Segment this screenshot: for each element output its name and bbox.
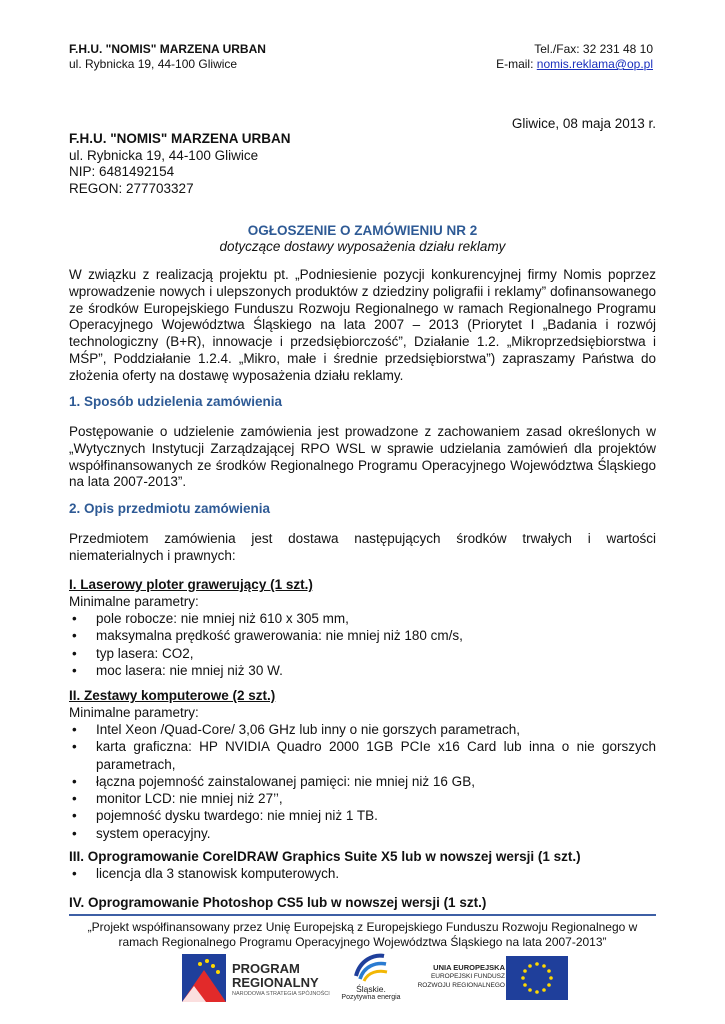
- announcement-subtitle: dotyczące dostawy wyposażenia działu reklamy: [219, 239, 506, 254]
- item-3-bullet-list: [69, 865, 656, 882]
- eu-line3: ROZWOJU REGIONALNEGO: [417, 982, 505, 989]
- letterhead-address: ul. Rybnicka 19, 44-100 Gliwice: [69, 57, 238, 71]
- list-item: • typ lasera: CO2,: [69, 645, 656, 662]
- eu-line1: UNIA EUROPEJSKA: [433, 963, 505, 972]
- letter-date: Gliwice, 08 maja 2013 r.: [511, 116, 656, 131]
- program-regionalny-emblem-icon: [180, 952, 228, 1004]
- letterhead-left: [69, 42, 266, 72]
- list-item: • licencja dla 3 stanowisk komputerowych.: [69, 865, 656, 882]
- program-logo-line3: NARODOWA STRATEGIA SPÓJNOŚCI: [232, 991, 330, 997]
- sender-nip: NIP: 6481492154: [69, 164, 175, 179]
- list-item: • maksymalna prędkość grawerowania: nie mniej niż 180 cm/s,: [69, 627, 656, 644]
- section-2-text: Przedmiotem zamówienia jest dostawa następujących środków trwałych i wartości niematerialnych i prawnych:: [69, 531, 656, 563]
- item-4-heading: IV. Oprogramowanie Photoshop CS5 lub w nowszej wersji (1 szt.): [69, 895, 487, 910]
- slaskie-line1: Śląskie.: [356, 984, 386, 994]
- section-1-text: Postępowanie o udzielenie zamówienia jest prowadzone z zachowaniem zasad określonych w „Wytycznych Instytucji Zarządzającej RPO WSL w sprawie udzielania zamówień dla projektów współfinansowanych ze środków Regionalnego Programu Operacyjnego Województwa Śląskiego na lata 2007-2013”.: [69, 424, 656, 490]
- footer-divider: [69, 914, 656, 916]
- email-link[interactable]: nomis.reklama@op.pl: [536, 57, 653, 71]
- eu-flag-logo: [506, 956, 568, 1000]
- list-item: • Intel Xeon /Quad-Core/ 3,06 GHz lub inny o nie gorszych parametrach,: [69, 721, 656, 738]
- slaskie-logo: [336, 950, 406, 1004]
- item-2-heading: II. Zestawy komputerowe (2 szt.): [69, 688, 276, 703]
- sender-company: F.H.U. "NOMIS" MARZENA URBAN: [69, 131, 291, 146]
- intro-paragraph: W związku z realizacją projektu pt. „Podniesienie pozycji konkurencyjnej firmy Nomis poprzez wprowadzenie nowych i ulepszonych produktów z dziedziny poligrafii i reklamy” dofinansowanego ze środków Europejskiego Funduszu Rozwoju Regionalnego w ramach Regionalnego Programu Operacyjnego Województwa Śląskiego na lata 2007 – 2013 (Priorytet I „Badania i rozwój technologiczny (B+R), innowacje i przedsiębiorczość”, Działanie 1.2. „Mikroprzedsiębiorstwa i MŚP”, Poddziałanie 1.2.4. „Mikro, małe i średnie przedsiębiorstwa”) zapraszamy Państwa do złożenia oferty na dostawę wyposażenia działu reklamy.: [69, 267, 656, 383]
- item-3-heading: III. Oprogramowanie CorelDRAW Graphics Suite X5 lub w nowszej wersji (1 szt.): [69, 849, 581, 864]
- eu-text-logo: [417, 963, 505, 993]
- list-item: • pojemność dysku twardego: nie mniej niż 1 TB.: [69, 807, 656, 824]
- list-item: • moc lasera: nie mniej niż 30 W.: [69, 662, 656, 679]
- program-logo-line1: PROGRAM: [232, 961, 300, 976]
- section-2-heading: 2. Opis przedmiotu zamówienia: [69, 501, 271, 516]
- item-2-bullet-list: [69, 721, 656, 842]
- program-regionalny-logo: [180, 952, 340, 1004]
- announcement-title: OGŁOSZENIE O ZAMÓWIENIU NR 2: [247, 223, 478, 238]
- list-item: • monitor LCD: nie mniej niż 27’’,: [69, 790, 656, 807]
- item-1-bullet-list: [69, 610, 656, 679]
- letterhead-right: [496, 42, 653, 72]
- letterhead-company: F.H.U. "NOMIS" MARZENA URBAN: [69, 42, 266, 56]
- sender-block: [69, 131, 291, 197]
- list-item: • karta graficzna: HP NVIDIA Quadro 2000 1GB PCIe x16 Card lub inna o nie gorszych parametrach,: [69, 738, 656, 773]
- item-2-params-label: Minimalne parametry:: [69, 705, 199, 720]
- footer-cofinancing-note: „Projekt współfinansowany przez Unię Europejską z Europejskiego Funduszu Rozwoju Regionalnego w ramach Regionalnego Programu Operacyjnego Województwa Śląskiego na lata 2007-2013”: [87, 920, 638, 949]
- list-item: • łączna pojemność zainstalowanej pamięci: nie mniej niż 16 GB,: [69, 773, 656, 790]
- item-1-params-label: Minimalne parametry:: [69, 594, 199, 609]
- list-item: • pole robocze: nie mniej niż 610 x 305 mm,: [69, 610, 656, 627]
- announcement-title-block: [0, 223, 725, 255]
- eu-flag-icon: [506, 956, 568, 1000]
- sender-regon: REGON: 277703327: [69, 180, 194, 196]
- section-1-heading: 1. Sposób udzielenia zamówienia: [69, 394, 283, 409]
- list-item: • system operacyjny.: [69, 825, 656, 842]
- slaskie-line2: Pozytywna energia: [341, 994, 401, 1001]
- letterhead-phone: Tel./Fax: 32 231 48 10: [534, 42, 653, 56]
- program-logo-line2: REGIONALNY: [232, 975, 319, 990]
- slaskie-emblem-icon: [350, 950, 390, 982]
- sender-address: ul. Rybnicka 19, 44-100 Gliwice: [69, 147, 259, 163]
- email-label: E-mail:: [496, 57, 537, 71]
- eu-line2: EUROPEJSKI FUNDUSZ: [430, 973, 505, 980]
- letterhead-email-row: [496, 57, 653, 72]
- item-1-heading: I. Laserowy ploter grawerujący (1 szt.): [69, 577, 313, 592]
